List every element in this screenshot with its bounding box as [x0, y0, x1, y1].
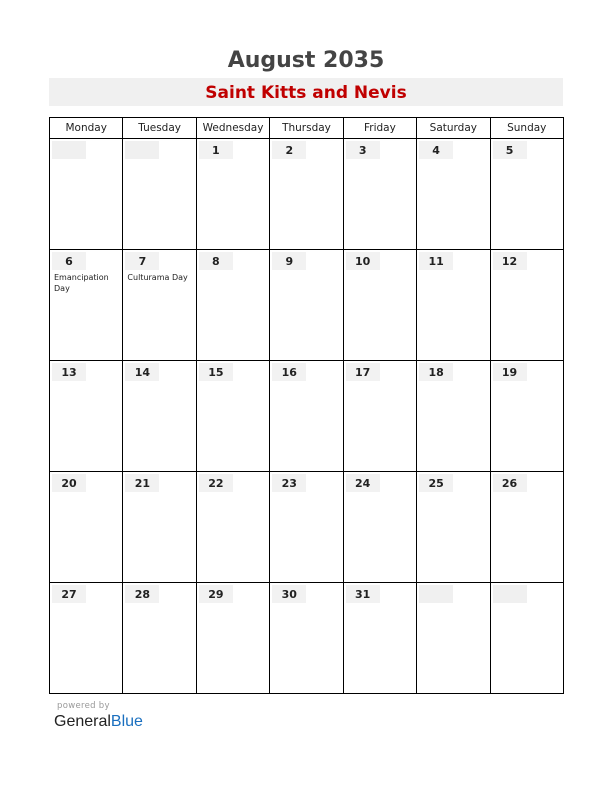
day-number: 2 [272, 141, 306, 159]
day-cell[interactable] [270, 250, 343, 361]
day-cell[interactable] [343, 583, 416, 694]
day-cell[interactable] [123, 583, 196, 694]
day-number: 14 [125, 363, 159, 381]
weekday-header: Monday [50, 118, 123, 139]
day-number: 13 [52, 363, 86, 381]
day-cell[interactable] [270, 361, 343, 472]
day-cell[interactable] [417, 250, 490, 361]
day-number: 16 [272, 363, 306, 381]
day-cell[interactable] [196, 139, 269, 250]
day-cell[interactable] [490, 361, 563, 472]
day-number: 8 [199, 252, 233, 270]
day-number: 12 [493, 252, 527, 270]
day-cell[interactable] [196, 361, 269, 472]
day-cell[interactable] [417, 139, 490, 250]
day-number: 29 [199, 585, 233, 603]
brand-blue-text: Blue [110, 713, 143, 730]
day-cell[interactable] [50, 472, 123, 583]
day-number: 31 [346, 585, 380, 603]
week-row [50, 250, 564, 361]
day-cell[interactable] [490, 250, 563, 361]
day-cell[interactable] [196, 583, 269, 694]
brand-general-text: General [54, 713, 111, 730]
holiday-label: Culturama Day [127, 273, 188, 282]
empty-day-marker [493, 585, 527, 603]
powered-by-label: powered by [57, 701, 110, 711]
holiday-label: Emancipation Day [54, 273, 109, 293]
day-cell[interactable] [490, 583, 563, 694]
week-row [50, 472, 564, 583]
day-number: 26 [493, 474, 527, 492]
country-banner [49, 78, 563, 106]
day-cell[interactable] [50, 250, 123, 361]
day-number: 7 [125, 252, 159, 270]
weekday-header: Thursday [270, 118, 343, 139]
day-cell[interactable] [123, 139, 196, 250]
day-cell[interactable] [270, 139, 343, 250]
country-name: Saint Kitts and Nevis [205, 83, 407, 103]
empty-day-marker [419, 585, 453, 603]
day-number: 15 [199, 363, 233, 381]
day-number: 19 [493, 363, 527, 381]
week-row [50, 361, 564, 472]
day-cell[interactable] [490, 472, 563, 583]
day-cell[interactable] [417, 583, 490, 694]
day-cell[interactable] [50, 583, 123, 694]
week-row [50, 583, 564, 694]
day-cell[interactable] [50, 361, 123, 472]
day-cell[interactable] [196, 472, 269, 583]
weekday-header: Sunday [490, 118, 563, 139]
day-number: 9 [272, 252, 306, 270]
week-row [50, 139, 564, 250]
day-number: 1 [199, 141, 233, 159]
weekday-header: Friday [343, 118, 416, 139]
weekday-header: Tuesday [123, 118, 196, 139]
generalblue-logo[interactable] [54, 713, 143, 731]
day-number: 17 [346, 363, 380, 381]
day-cell[interactable] [490, 139, 563, 250]
day-number: 10 [346, 252, 380, 270]
empty-day-marker [125, 141, 159, 159]
day-number: 28 [125, 585, 159, 603]
day-number: 5 [493, 141, 527, 159]
day-number: 27 [52, 585, 86, 603]
day-number: 6 [52, 252, 86, 270]
day-number: 20 [52, 474, 86, 492]
day-cell[interactable] [123, 250, 196, 361]
day-number: 3 [346, 141, 380, 159]
day-cell[interactable] [343, 472, 416, 583]
day-cell[interactable] [123, 472, 196, 583]
day-number: 4 [419, 141, 453, 159]
day-number: 30 [272, 585, 306, 603]
weekday-header-row [50, 118, 564, 139]
day-cell[interactable] [417, 361, 490, 472]
empty-day-marker [52, 141, 86, 159]
page-title: August 2035 [227, 48, 385, 73]
day-number: 23 [272, 474, 306, 492]
calendar-grid [49, 117, 564, 694]
day-number: 22 [199, 474, 233, 492]
day-number: 24 [346, 474, 380, 492]
weekday-header: Saturday [417, 118, 490, 139]
day-cell[interactable] [196, 250, 269, 361]
day-number: 11 [419, 252, 453, 270]
day-cell[interactable] [270, 583, 343, 694]
weekday-header: Wednesday [196, 118, 269, 139]
day-cell[interactable] [50, 139, 123, 250]
day-number: 25 [419, 474, 453, 492]
day-number: 21 [125, 474, 159, 492]
day-cell[interactable] [417, 472, 490, 583]
day-cell[interactable] [270, 472, 343, 583]
day-number: 18 [419, 363, 453, 381]
day-cell[interactable] [343, 139, 416, 250]
day-cell[interactable] [343, 250, 416, 361]
day-cell[interactable] [343, 361, 416, 472]
day-cell[interactable] [123, 361, 196, 472]
